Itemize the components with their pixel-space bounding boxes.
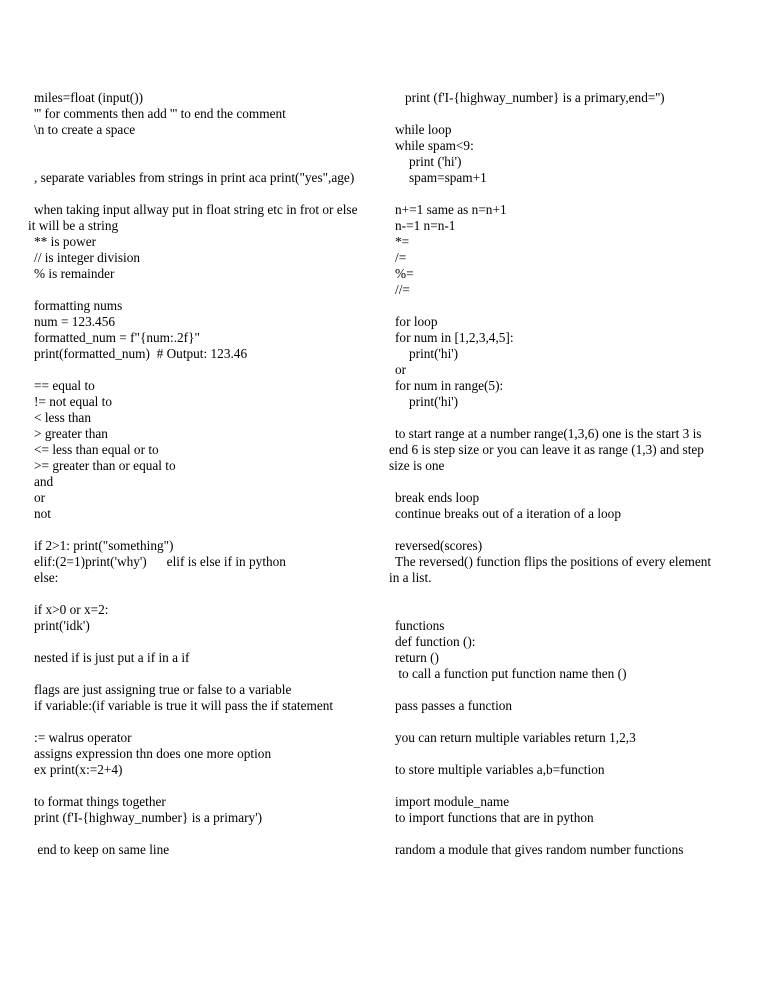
- note-line: or: [395, 362, 407, 377]
- note-line: functions: [395, 618, 445, 633]
- note-line: formatted_num = f"{num:.2f}": [34, 330, 200, 345]
- note-line: assigns expression thn does one more option: [34, 746, 272, 761]
- note-line: def function ():: [395, 634, 476, 649]
- note-line: /=: [395, 250, 407, 265]
- note-line: spam=spam+1: [409, 170, 487, 185]
- note-line: for loop: [395, 314, 438, 329]
- note-line: for num in range(5):: [395, 378, 504, 393]
- note-line: or: [34, 490, 46, 505]
- note-line: %=: [395, 266, 414, 281]
- note-line: return (): [395, 650, 439, 665]
- note-paragraph: if variable:(if variable is true it will pass the if statement: [34, 698, 334, 713]
- note-line: > greater than: [34, 426, 108, 441]
- note-line: print(formatted_num) # Output: 123.46: [34, 346, 248, 361]
- note-line: ex print(x:=2+4): [34, 762, 123, 777]
- note-line: ''' for comments then add ''' to end the comment: [34, 106, 286, 121]
- note-line: n-=1 n=n-1: [395, 218, 456, 233]
- note-line: miles=float (input()): [34, 90, 144, 105]
- note-paragraph: when taking input allway put in float string etc in frot or else it will be a string: [28, 202, 358, 233]
- note-line: break ends loop: [395, 490, 480, 505]
- note-line: print ('hi'): [409, 154, 462, 169]
- note-line: != not equal to: [34, 394, 113, 409]
- note-line: print (f'I-{highway_number} is a primary'): [34, 810, 263, 825]
- left-notes-column: [28, 90, 358, 858]
- note-line: to store multiple variables a,b=function: [395, 762, 605, 777]
- note-paragraph: print (f'I-{highway_number} is a primary,end=''): [395, 90, 665, 105]
- note-line: ** is power: [34, 234, 97, 249]
- note-line: >= greater than or equal to: [34, 458, 176, 473]
- note-line: flags are just assigning true or false to a variable: [34, 682, 292, 697]
- note-line: print('idk'): [34, 618, 90, 633]
- note-line: == equal to: [34, 378, 95, 393]
- note-line: nested if is just put a if in a if: [34, 650, 190, 665]
- note-line: while loop: [395, 122, 452, 137]
- note-line: <= less than equal or to: [34, 442, 159, 457]
- note-line: \n to create a space: [34, 122, 136, 137]
- note-line: while spam<9:: [395, 138, 474, 153]
- note-line: pass passes a function: [395, 698, 513, 713]
- note-line: % is remainder: [34, 266, 115, 281]
- note-line: print('hi'): [409, 346, 459, 361]
- note-line: and: [34, 474, 54, 489]
- note-line: *=: [395, 234, 410, 249]
- note-line: end to keep on same line: [34, 842, 170, 857]
- note-line: import module_name: [395, 794, 510, 809]
- note-line: to import functions that are in python: [395, 810, 594, 825]
- note-line: n+=1 same as n=n+1: [395, 202, 507, 217]
- note-line: //=: [395, 282, 410, 297]
- note-line: to call a function put function name then (): [395, 666, 627, 681]
- note-paragraph: to start range at a number range(1,3,6) one is the start 3 is end 6 is step size or you can leave it as range (1,3) and step size is one: [389, 426, 704, 473]
- note-line: elif:(2=1)print('why') elif is else if in python: [34, 554, 286, 569]
- note-paragraph: The reversed() function flips the positions of every element in a list.: [389, 554, 712, 585]
- note-line: num = 123.456: [34, 314, 116, 329]
- note-line: for num in [1,2,3,4,5]:: [395, 330, 514, 345]
- right-notes-column: [389, 90, 719, 858]
- note-line: if x>0 or x=2:: [34, 602, 109, 617]
- note-line: print('hi'): [409, 394, 459, 409]
- note-line: to format things together: [34, 794, 166, 809]
- note-line: not: [34, 506, 51, 521]
- note-line: := walrus operator: [34, 730, 132, 745]
- note-paragraph: , separate variables from strings in print aca print("yes",age): [34, 170, 355, 185]
- note-line: you can return multiple variables return 1,2,3: [395, 730, 636, 745]
- note-line: continue breaks out of a iteration of a loop: [395, 506, 621, 521]
- note-line: formatting nums: [34, 298, 123, 313]
- note-line: if 2>1: print("something"): [34, 538, 174, 553]
- note-line: reversed(scores): [395, 538, 483, 553]
- note-paragraph: random a module that gives random number functions: [395, 842, 684, 857]
- note-line: else:: [34, 570, 59, 585]
- note-line: < less than: [34, 410, 91, 425]
- note-line: // is integer division: [34, 250, 140, 265]
